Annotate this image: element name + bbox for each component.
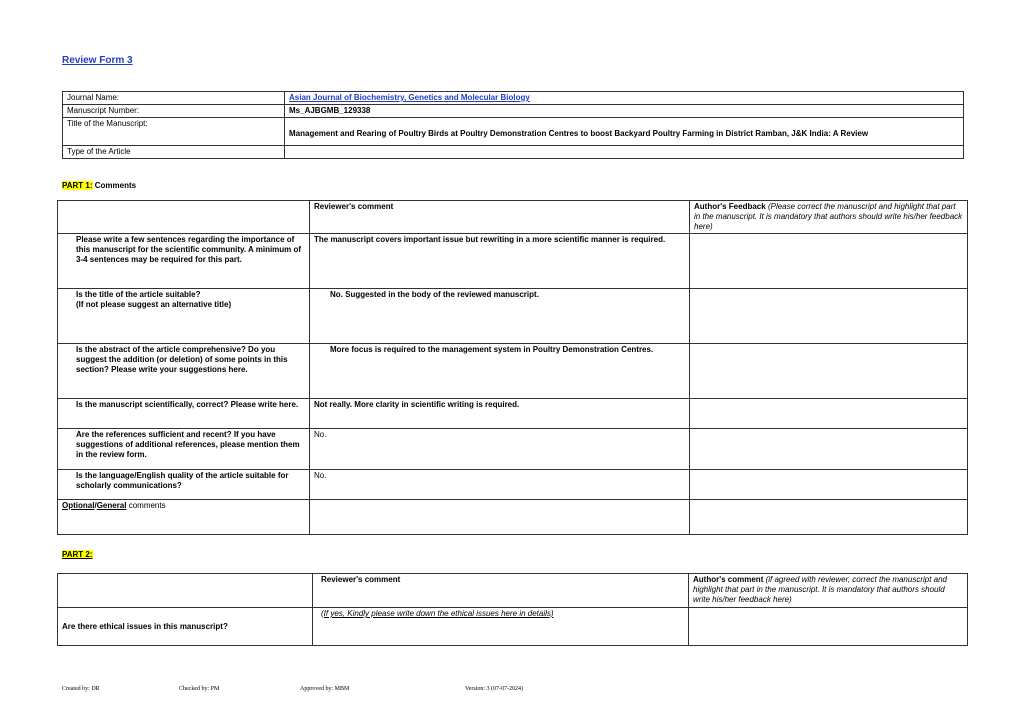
- question-abstract: Is the abstract of the article comprehensive? Do you suggest the addition (or deletion) of some points in this section? Please write your suggestions here.: [58, 344, 310, 399]
- comment-language: No.: [310, 470, 690, 500]
- question-title: Is the title of the article suitable? (If not please suggest an alternative title): [58, 289, 310, 344]
- author-feedback-cell[interactable]: [690, 344, 968, 399]
- question-importance: Please write a few sentences regarding the importance of this manuscript for the scientific community. A minimum of 3-4 sentences may be required for this part.: [58, 234, 310, 289]
- author-feedback-cell[interactable]: [690, 399, 968, 429]
- manuscript-number-value: Ms_AJBGMB_129338: [285, 105, 964, 118]
- journal-link[interactable]: Asian Journal of Biochemistry, Genetics and Molecular Biology: [289, 93, 530, 102]
- ethics-question: Are there ethical issues in this manuscript?: [58, 608, 313, 646]
- footer-version: Version: 3 (07-07-2024): [465, 686, 523, 692]
- optional-comments-cell[interactable]: [310, 500, 690, 535]
- optional-comments-label: Optional/General comments: [58, 500, 310, 535]
- footer-checked: Checked by: PM: [179, 686, 220, 692]
- author-feedback-cell[interactable]: [690, 500, 968, 535]
- part2-reviewer-header: Reviewer's comment: [313, 574, 689, 608]
- ethics-hint[interactable]: (If yes, Kindly please write down the ethical issues here in details): [313, 608, 689, 646]
- part1-comments-table: [57, 200, 968, 535]
- comment-abstract: More focus is required to the management system in Poultry Demonstration Centres.: [310, 344, 690, 399]
- part1-heading-label: PART 1:: [62, 181, 93, 190]
- form-title: Review Form 3: [62, 55, 133, 66]
- title-label: Title of the Manuscript:: [63, 118, 285, 146]
- author-feedback-header: Author's Feedback (Please correct the manuscript and highlight that part in the manuscript. It is mandatory that authors should write his/her feedback here): [690, 201, 968, 234]
- author-feedback-cell[interactable]: [690, 289, 968, 344]
- question-language: Is the language/English quality of the article suitable for scholarly communications?: [58, 470, 310, 500]
- article-type-value: [285, 146, 964, 159]
- journal-label: Journal Name:: [63, 92, 285, 105]
- footer-approved: Approved by: MBM: [300, 686, 350, 692]
- article-type-label: Type of the Article: [63, 146, 285, 159]
- manuscript-number-label: Manuscript Number:: [63, 105, 285, 118]
- comment-title: No. Suggested in the body of the reviewed manuscript.: [310, 289, 690, 344]
- comment-importance: The manuscript covers important issue but rewriting in a more scientific manner is required.: [310, 234, 690, 289]
- author-comment-cell[interactable]: [689, 608, 968, 646]
- author-feedback-cell[interactable]: [690, 234, 968, 289]
- part1-heading-text: Comments: [94, 181, 137, 190]
- author-feedback-cell[interactable]: [690, 429, 968, 470]
- author-feedback-cell[interactable]: [690, 470, 968, 500]
- part2-author-header: Author's comment (if agreed with reviewer, correct the manuscript and highlight that part in the manuscript. It is mandatory that authors should write his/her feedback here): [689, 574, 968, 608]
- question-references: Are the references sufficient and recent? If you have suggestions of additional references, please mention them in the review form.: [58, 429, 310, 470]
- part2-heading-label: PART 2:: [62, 550, 93, 559]
- question-scientific: Is the manuscript scientifically, correct? Please write here.: [58, 399, 310, 429]
- manuscript-info-table: [62, 91, 964, 159]
- comment-scientific: Not really. More clarity in scientific writing is required.: [310, 399, 690, 429]
- part2-heading: [62, 550, 93, 559]
- title-value: Management and Rearing of Poultry Birds at Poultry Demonstration Centres to boost Backyard Poultry Farming in District Ramban, J&K India: A Review: [285, 118, 964, 146]
- part1-heading: [62, 181, 136, 190]
- part2-ethics-table: [57, 573, 968, 646]
- footer-created: Created by: DR: [62, 686, 100, 692]
- reviewer-comment-header: Reviewer's comment: [310, 201, 690, 234]
- comment-references: No.: [310, 429, 690, 470]
